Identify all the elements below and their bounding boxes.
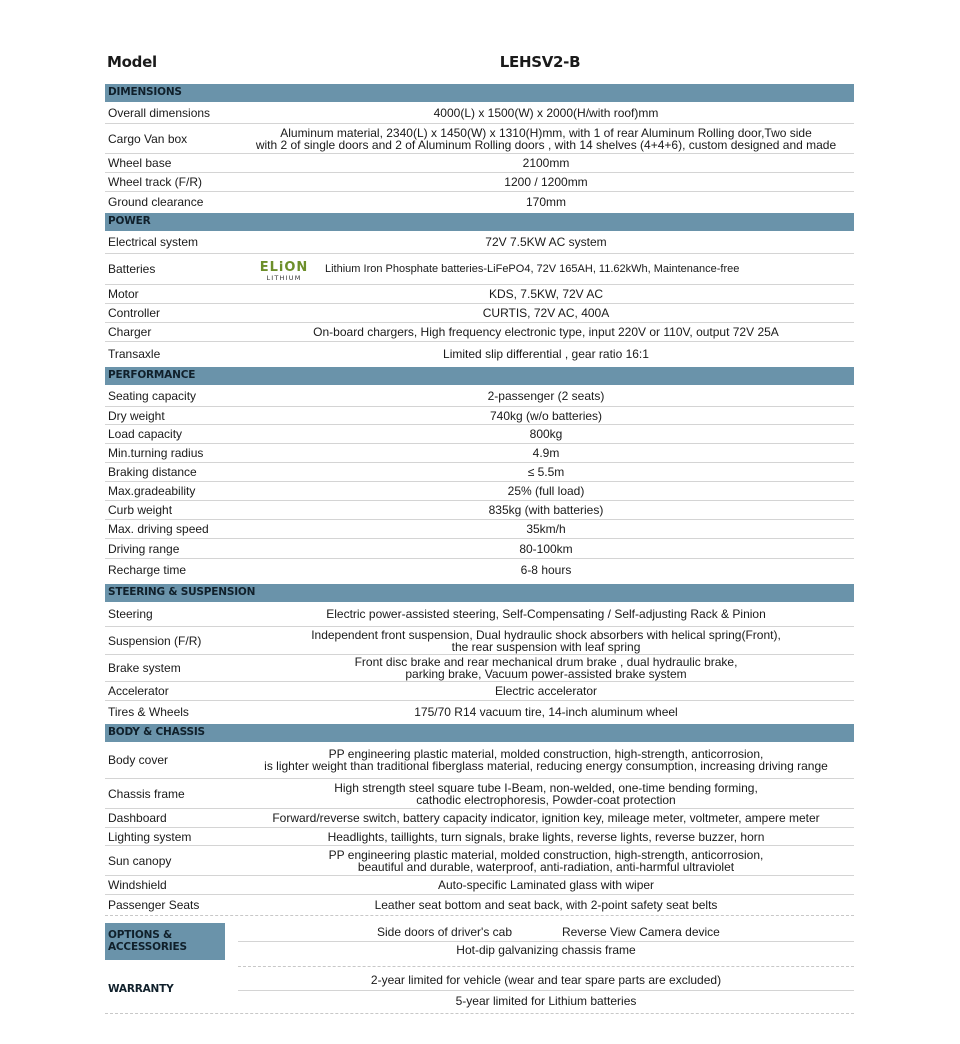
section-body [105,724,854,742]
spec-label: Steering [108,607,153,621]
section-title: STEERING & SUSPENSION [108,586,256,598]
spec-label: Driving range [108,541,180,556]
spec-row [105,102,854,124]
spec-value: 72V 7.5KW AC system [485,235,607,249]
spec-value: Electric accelerator [494,684,598,698]
divider [238,941,854,942]
spec-value: 835kg (with batteries) [488,503,604,517]
spec-value: PP engineering plastic material, molded construction, high-strength, anticorrosion, is lighter weight than traditional fiberglass material, reducing energy consumption, increasing driving range [264,747,828,773]
spec-label: Body cover [108,753,169,767]
warranty-battery: 5-year limited for Lithium batteries [455,994,637,1008]
spec-label: Curb weight [108,503,173,517]
spec-row [105,520,854,539]
section-title: BODY & CHASSIS [108,726,205,738]
section-title: DIMENSIONS [108,86,182,98]
spec-row [105,828,854,846]
elion-lithium-logo [253,258,315,282]
spec-row [105,192,854,211]
model-value: LEHSV2-B [499,53,581,71]
spec-label: Windshield [108,878,167,892]
spec-label: Chassis frame [108,786,185,801]
divider [238,990,854,991]
spec-value: Auto-specific Laminated glass with wiper [437,878,655,892]
spec-label: Tires & Wheels [108,704,189,719]
spec-label: Suspension (F/R) [108,633,202,648]
spec-value: ≤ 5.5m [527,465,565,479]
spec-row [105,124,854,154]
spec-value: 740kg (w/o batteries) [489,408,603,423]
spec-label: Controller [108,306,161,320]
option-item: Reverse View Camera device [562,925,720,939]
spec-label: Min.turning radius [108,446,204,460]
spec-value: On-board chargers, High frequency electronic type, input 220V or 110V, output 72V 25A [313,325,779,339]
spec-row [105,559,854,581]
spec-label: Motor [108,287,139,301]
svg-text:LITHIUM: LITHIUM [266,274,302,282]
spec-row [105,682,854,701]
spec-row [105,285,854,304]
section-performance [105,367,854,385]
spec-label: Load capacity [108,427,183,441]
spec-row [105,742,854,779]
section-steering [105,584,854,602]
spec-value: 170mm [525,194,566,209]
spec-value: Aluminum material, 2340(L) x 1450(W) x 1310(H)mm, with 1 of rear Aluminum Rolling door,Two side with 2 of single doors and 2 of Aluminum Rolling doors , with 14 shelves (4+4+6), custom designed and made [255,125,837,152]
section-power [105,213,854,231]
spec-value: CURTIS, 72V AC, 400A [482,306,610,320]
spec-label: Passenger Seats [108,898,200,912]
spec-value: 6-8 hours [520,563,572,577]
model-header [105,50,854,76]
spec-value: KDS, 7.5KW, 72V AC [488,287,604,301]
spec-row [105,385,854,407]
spec-row [105,154,854,173]
option-item: Hot-dip galvanizing chassis frame [456,943,636,957]
spec-row-batteries [105,254,854,285]
spec-row [105,501,854,520]
section-warranty: WARRANTY [108,983,174,995]
spec-value: High strength steel square tube I-Beam, non-welded, one-time bending forming, cathodic electrophoresis, Powder-coat protection [334,780,758,807]
spec-row [105,655,854,682]
divider [105,1013,854,1014]
section-title: POWER [108,215,151,227]
spec-row [105,463,854,482]
spec-row [105,539,854,559]
spec-row [105,425,854,444]
spec-label: Electrical system [108,235,199,249]
spec-label: Batteries [108,262,156,276]
spec-value: 25% (full load) [507,484,585,498]
spec-value: Independent front suspension, Dual hydraulic shock absorbers with helical spring(Front), the rear suspension with leaf spring [311,627,781,654]
section-title: OPTIONS & ACCESSORIES [108,929,187,953]
spec-row [105,809,854,828]
spec-value: 2-passenger (2 seats) [487,388,605,403]
spec-row [105,231,854,254]
section-options [105,923,225,960]
spec-value: Electric power-assisted steering, Self-Compensating / Self-adjusting Rack & Pinion [326,607,766,621]
spec-label: Cargo Van box [108,131,188,146]
option-item: Side doors of driver's cab [377,925,513,939]
spec-label: Accelerator [108,684,169,698]
spec-value: 2100mm [522,156,570,170]
spec-row [105,876,854,895]
spec-row [105,627,854,655]
spec-label: Dashboard [108,811,167,825]
spec-value: Forward/reverse switch, battery capacity indicator, ignition key, mileage meter, voltmeter, ampere meter [272,811,820,825]
spec-value: 80-100km [519,541,573,556]
spec-row [105,482,854,501]
spec-label: Max. driving speed [108,522,209,536]
spec-row [105,407,854,425]
svg-text:ELiON: ELiON [259,260,309,275]
spec-label: Brake system [108,661,181,675]
spec-row [105,304,854,323]
spec-row [105,323,854,342]
spec-value: 175/70 R14 vacuum tire, 14-inch aluminum wheel [414,704,678,719]
spec-label: Sun canopy [108,853,172,868]
spec-value: 4000(L) x 1500(W) x 2000(H/with roof)mm [433,105,659,120]
spec-row [105,779,854,809]
spec-label: Transaxle [108,346,161,361]
spec-value: 4.9m [532,446,560,460]
spec-row [105,895,854,916]
options-line-2 [238,943,854,957]
spec-label: Wheel base [108,156,172,170]
spec-value: Headlights, taillights, turn signals, brake lights, reverse lights, reverse buzzer, horn [327,829,765,844]
spec-row [105,342,854,365]
spec-row [105,173,854,192]
spec-label: Recharge time [108,563,187,577]
spec-label: Seating capacity [108,388,197,403]
spec-label: Max.gradeability [108,484,196,498]
spec-label: Charger [108,325,152,339]
spec-label: Braking distance [108,465,197,479]
spec-value: 800kg [529,427,563,441]
spec-label: Wheel track (F/R) [108,175,203,189]
spec-row [105,444,854,463]
spec-value: Lithium Iron Phosphate batteries-LiFePO4, 72V 165AH, 11.62kWh, Maintenance-free [325,263,740,275]
spec-row [105,846,854,876]
spec-value: 1200 / 1200mm [504,175,588,189]
warranty-vehicle: 2-year limited for vehicle (wear and tear spare parts are excluded) [370,973,722,987]
spec-row [105,602,854,627]
spec-value: PP engineering plastic material, molded construction, high-strength, anticorrosion, beautiful and durable, waterproof, anti-radiation, anti-harmful ultraviolet [328,847,764,874]
spec-row [105,701,854,722]
spec-label: Ground clearance [108,194,204,209]
spec-value: Front disc brake and rear mechanical drum brake , dual hydraulic brake, parking brake, Vacuum power-assisted brake system [354,655,738,681]
section-title: PERFORMANCE [108,369,196,381]
spec-value: Leather seat bottom and seat back, with 2-point safety seat belts [374,898,718,912]
spec-label: Overall dimensions [108,105,211,120]
spec-label: Lighting system [108,829,192,844]
spec-value: 35km/h [526,522,566,536]
section-dimensions [105,84,854,102]
spec-value: Limited slip differential , gear ratio 16:1 [443,346,649,361]
divider [238,966,854,967]
spec-label: Dry weight [108,408,165,423]
model-label: Model [107,53,157,71]
